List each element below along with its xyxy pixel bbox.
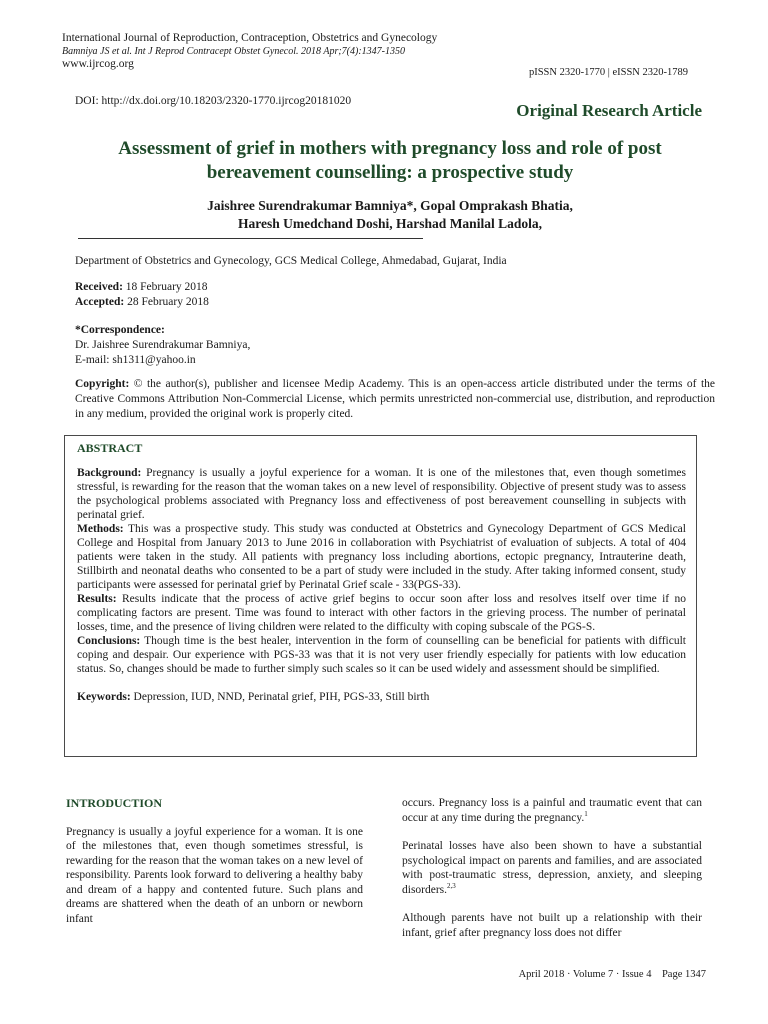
background-label: Background: (77, 467, 142, 479)
abstract-results (77, 592, 686, 634)
correspondence-name: Dr. Jaishree Surendrakumar Bamniya, (75, 339, 251, 351)
authors-line-1: Jaishree Surendrakumar Bamniya*, Gopal Omprakash Bhatia, (207, 198, 573, 213)
methods-label: Methods: (77, 523, 124, 535)
accepted-value: 28 February 2018 (127, 296, 209, 308)
dates-block (75, 280, 715, 310)
received-value: 18 February 2018 (125, 281, 208, 293)
correspondence-label: *Correspondence: (75, 324, 165, 336)
copyright-label: Copyright: (75, 378, 130, 390)
methods-text: This was a prospective study. This study was conducted at Obstetrics and Gynecology Department of GCS Medical College and Hospital from January 2013 to June 2016 in collaboration with Psychiatrist of evaluation of subjects. A total of 404 patients were taken in the study. All patients with pregnancy loss including abortions, ectopic pregnancy, Intrauterine death, Stillbirth and neonatal deaths who consented to be a part of study were included in the study. After taking informed consent, study participants were assessed for perinatal grief by Perinatal Grief scale - 33(PGS-33). (77, 523, 686, 591)
intro-paragraph-3 (402, 839, 702, 897)
intro-paragraph-2 (402, 796, 702, 825)
intro-paragraph-3-text: Perinatal losses have also been shown to have a substantial psychological impact on parents and families, and are associated with post-traumatic stress, depression, anxiety, and sleeping disorders. (402, 840, 702, 896)
abstract-heading: ABSTRACT (77, 441, 143, 455)
correspondence-block (75, 323, 715, 368)
left-column (66, 796, 363, 940)
correspondence-email[interactable]: E-mail: sh1311@yahoo.in (75, 354, 196, 366)
journal-website[interactable]: www.ijrcog.org (62, 58, 134, 70)
abstract-box (64, 435, 697, 757)
journal-name: International Journal of Reproduction, Contraception, Obstetrics and Gynecology (62, 32, 438, 44)
affiliation: Department of Obstetrics and Gynecology, GCS Medical College, Ahmedabad, Gujarat, India (75, 255, 507, 267)
divider (78, 238, 423, 239)
issn: pISSN 2320-1770 | eISSN 2320-1789 (528, 67, 688, 78)
abstract-conclusions (77, 634, 686, 676)
results-text: Results indicate that the process of active grief begins to occur soon after loss and resolves itself over time if no complicating factors are present. Time was found to interact with other factors in the grieving process. The number of perinatal losses, time, and the presence of living children were related to the difficulty with coping subscale of the PGS-S. (77, 593, 686, 633)
intro-paragraph-4: Although parents have not built up a relationship with their infant, grief after pregnancy loss does not differ (402, 912, 702, 939)
citation-ref[interactable]: 1 (584, 809, 588, 818)
keywords-text: Depression, IUD, NND, Perinatal grief, PIH, PGS-33, Still birth (133, 691, 430, 703)
doi-link[interactable]: DOI: http://dx.doi.org/10.18203/2320-1770.ijrcog20181020 (75, 95, 352, 107)
results-label: Results: (77, 593, 117, 605)
citation: Bamniya JS et al. Int J Reprod Contracept Obstet Gynecol. 2018 Apr;7(4):1347-1350 (62, 46, 405, 57)
conclusions-label: Conclusions: (77, 635, 141, 647)
title-line-1: Assessment of grief in mothers with pregnancy loss and role of post (118, 138, 662, 159)
keywords-label: Keywords: (77, 691, 131, 703)
introduction-heading: INTRODUCTION (66, 796, 163, 810)
right-column (402, 796, 702, 954)
article-type: Original Research Article (516, 101, 702, 120)
citation-ref[interactable]: 2,3 (447, 881, 456, 890)
title-line-2: bereavement counselling: a prospective study (206, 162, 574, 183)
abstract-keywords (77, 690, 686, 704)
abstract-background (77, 466, 686, 522)
copyright-notice (75, 377, 715, 422)
page-footer: April 2018 · Volume 7 · Issue 4 Page 1347 (518, 969, 706, 980)
abstract-methods (77, 522, 686, 592)
copyright-text: © the author(s), publisher and licensee Medip Academy. This is an open-access article distributed under the terms of the Creative Commons Attribution Non-Commercial License, which permits unrestricted non-commercial use, distribution, and reproduction in any medium, provided the original work is properly cited. (75, 378, 715, 420)
author-list (60, 197, 720, 233)
accepted-date (75, 295, 715, 310)
article-title (60, 137, 720, 185)
authors-line-2: Haresh Umedchand Doshi, Harshad Manilal Ladola, (238, 216, 542, 231)
received-label: Received: (75, 281, 123, 293)
journal-header (62, 32, 437, 71)
conclusions-text: Though time is the best healer, intervention in the form of counselling can be beneficial for patients with difficult coping and despair. Our experience with PGS-33 was that it is not very user friendly especially for patients with low education status. So, changes should be made to further simply such scales so it can be used widely and assessment should be simplified. (77, 635, 686, 675)
intro-paragraph-2-text: occurs. Pregnancy loss is a painful and traumatic event that can occur at any time during the pregnancy. (402, 797, 702, 824)
intro-paragraph-1: Pregnancy is usually a joyful experience for a woman. It is one of the milestones that, even though sometimes stressful, is rewarding for the reason that the woman takes on a new level of responsibility. Parents look forward to delivering a healthy baby and dream of a happy and contented future. Such plans and dreams are shattered when the death of an unborn or newborn infant (66, 825, 363, 925)
accepted-label: Accepted: (75, 296, 125, 308)
background-text: Pregnancy is usually a joyful experience for a woman. It is one of the milestones that, even though sometimes stressful, is rewarding for the reason that the woman takes on a new level of responsibility. Objective of present study was to assess the psychological problems associated with Pregnancy loss and effectiveness of post bereavement counselling in subjects with perinatal grief. (77, 467, 686, 521)
received-date (75, 280, 715, 295)
